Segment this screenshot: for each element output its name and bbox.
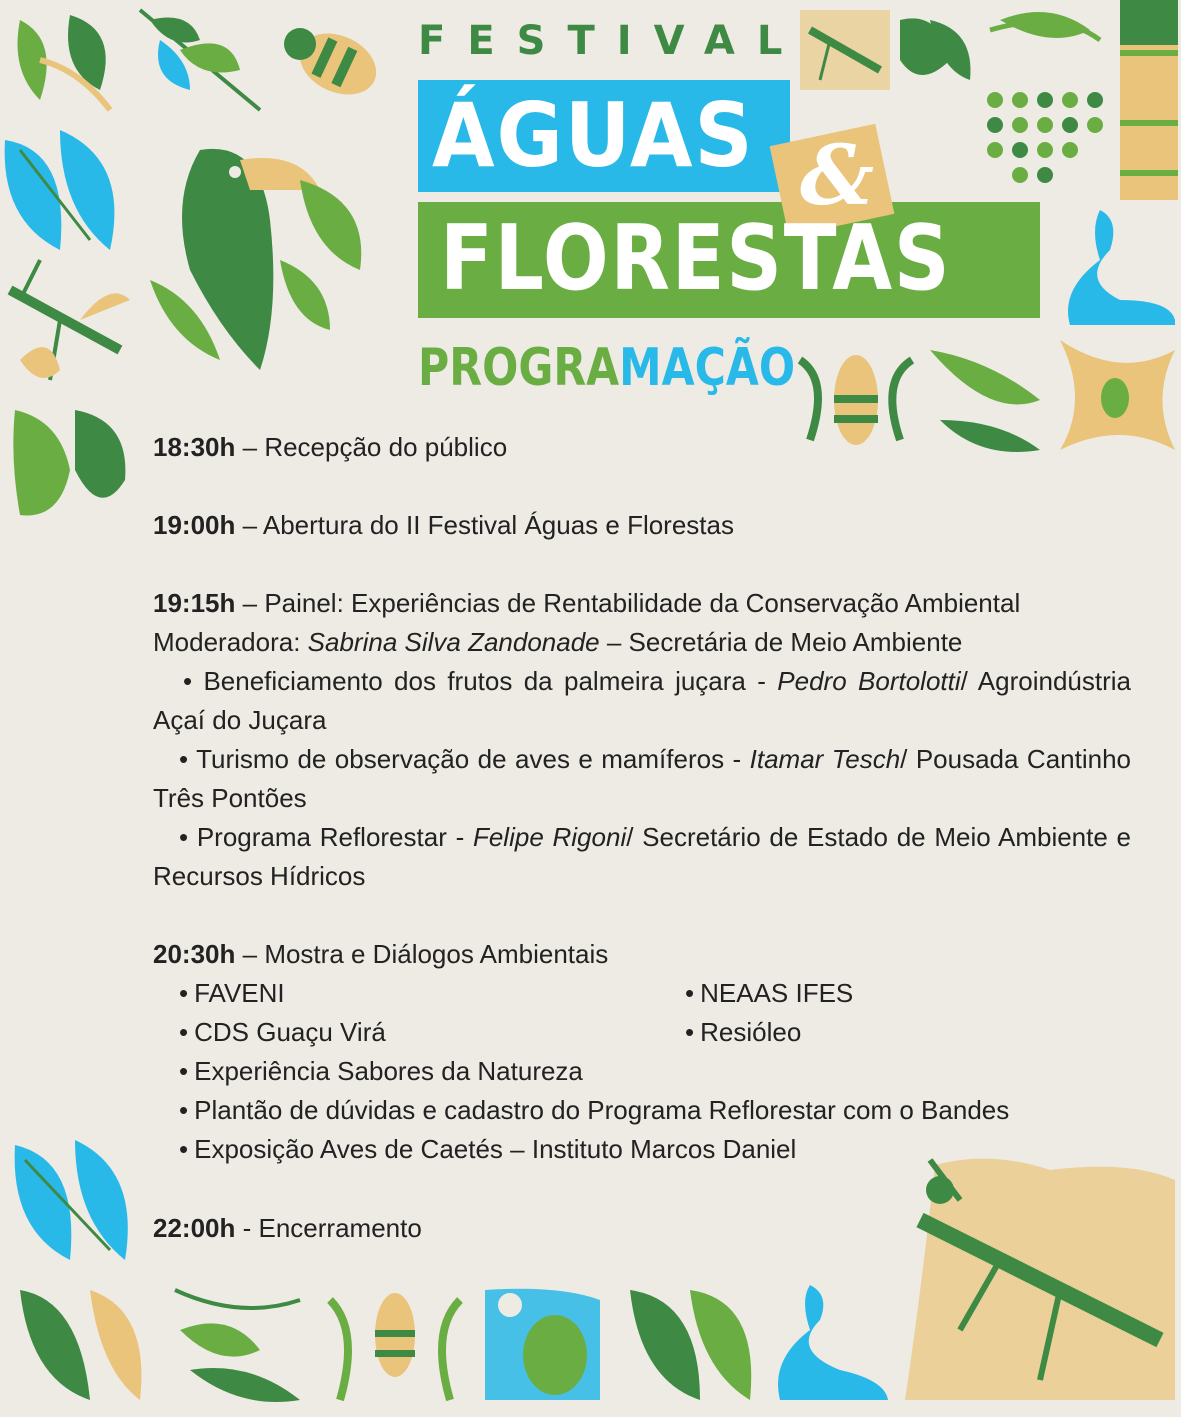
talk-org: / Pousada Cantinho Três Pontões — [153, 744, 1131, 813]
separator: – — [235, 432, 265, 462]
moderator-role: – Secretária de Meio Ambiente — [599, 627, 963, 657]
bottom-wasp-icon — [330, 1293, 460, 1400]
list-item: • Plantão de dúvidas e cadastro do Programa Reflorestar com o Bandes — [153, 1091, 1131, 1130]
festival-label: FESTIVAL — [418, 18, 805, 64]
moderator-label: Moderadora: — [153, 627, 308, 657]
item-text: Mostra e Diálogos Ambientais — [264, 939, 609, 969]
waterfall-icon — [1068, 210, 1175, 325]
schedule-item-3 — [153, 584, 1131, 896]
list-item: • CDS Guaçu Virá — [153, 1013, 685, 1052]
talk-speaker: Pedro Bortolotti — [777, 666, 961, 696]
item-text: Painel: Experiências de Rentabilidade da Conservação Ambiental — [264, 588, 1021, 618]
subtitle-part2: MAÇÃO — [619, 338, 796, 398]
leaf-icon — [4, 4, 128, 120]
subtitle-part1: PROGRA — [418, 338, 620, 398]
bottom-branch-icon — [175, 1290, 300, 1402]
item-text: Encerramento — [258, 1213, 422, 1243]
separator: – — [235, 588, 265, 618]
mantis-top-icon — [800, 10, 890, 90]
separator: - — [235, 1213, 259, 1243]
talk-speaker: Felipe Rigoni — [472, 822, 627, 852]
plant-icon — [900, 12, 1100, 80]
bottom-leaf-tile-icon — [20, 1290, 141, 1400]
item-text: Abertura do II Festival Águas e Florestas — [262, 510, 734, 540]
talk-2 — [153, 740, 1131, 818]
talk-speaker: Itamar Tesch — [749, 744, 901, 774]
list-item: • Experiência Sabores da Natureza — [153, 1052, 1131, 1091]
talk-3 — [153, 818, 1131, 896]
blue-leaves-icon — [5, 130, 115, 250]
exhibitors-columns — [153, 974, 1131, 1052]
subtitle-programacao — [418, 338, 795, 398]
list-item: • NEAAS IFES — [685, 974, 1131, 1013]
time: 22:00h — [153, 1213, 236, 1243]
bottom-waterfall-icon — [778, 1285, 888, 1400]
schedule-item-4 — [153, 935, 1131, 1169]
exhibitors-col-2 — [685, 974, 1131, 1052]
moderator-line — [153, 623, 1131, 662]
talk-org: / Secretário de Estado de Meio Ambiente e Recursos Hídricos — [153, 822, 1132, 891]
time: 18:30h — [153, 432, 236, 462]
time: 19:15h — [153, 588, 236, 618]
toucan-icon — [150, 149, 361, 370]
time: 20:30h — [153, 939, 236, 969]
separator: – — [235, 939, 265, 969]
list-item: • Exposição Aves de Caetés – Instituto Marcos Daniel — [153, 1130, 1131, 1169]
title-florestas: FLORESTAS — [440, 206, 952, 311]
schedule-item-5 — [153, 1209, 1131, 1248]
bee-icon — [284, 22, 386, 107]
monstera-leaf-icon — [13, 410, 125, 515]
title-aguas: ÁGUAS — [432, 84, 755, 187]
talk-title: • Turismo de observação de aves e mamíferos - — [179, 744, 750, 774]
blue-leaves-bottom-icon — [15, 1140, 128, 1260]
schedule-item-2 — [153, 506, 1131, 545]
schedule-item-1 — [153, 428, 1131, 467]
schedule — [153, 428, 1131, 1248]
list-item: • FAVENI — [153, 974, 685, 1013]
separator: – — [235, 510, 263, 540]
dots-pattern-icon — [987, 92, 1103, 183]
talk-1 — [153, 662, 1131, 740]
mantis-icon — [10, 260, 130, 380]
list-item: • Resióleo — [685, 1013, 1131, 1052]
talk-org: / Agroindústria Açaí do Juçara — [153, 666, 1131, 735]
beetle-icon — [485, 1289, 600, 1400]
bamboo-icon — [1120, 0, 1178, 200]
title-ampersand: & — [800, 128, 875, 224]
item-text: Recepção do público — [264, 432, 508, 462]
time: 19:00h — [153, 510, 236, 540]
talk-title: • Programa Reflorestar - — [179, 822, 473, 852]
exhibitors-col-1 — [153, 974, 685, 1052]
moderator-name: Sabrina Silva Zandonade — [307, 627, 600, 657]
palm-leaf-icon — [140, 10, 260, 110]
talk-title: • Beneficiamento dos frutos da palmeira juçara - — [183, 666, 778, 696]
bottom-monstera-icon — [630, 1290, 751, 1400]
